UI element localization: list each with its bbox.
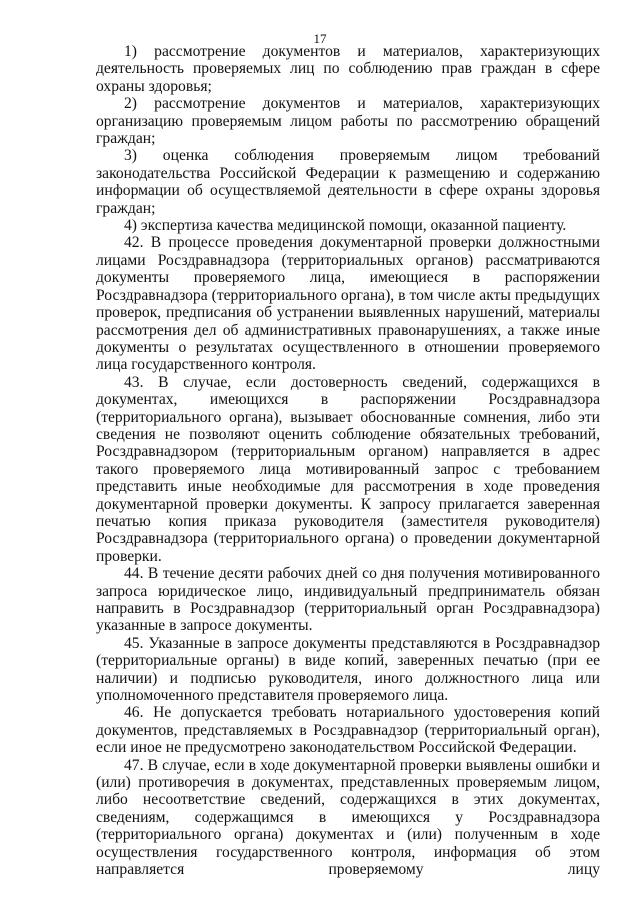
- paragraph-46: 46. Не допускается требовать нотариального удостоверения копий документов, представляемых в Росздравнадзор (территориальный орган), если иное не предусмотрено законодательством Российской Федерации.: [96, 704, 600, 757]
- paragraph-47: 47. В случае, если в ходе документарной проверки выявлены ошибки и (или) противоречия в документах, представленных проверяемым лицом, либо несоответствие сведений, содержащихся в этих документах, сведениям, содержащимся в имеющихся у Росздравнадзора (территориального органа) документах и (или) полученным в ходе осуществления государственного контроля, информация об этом направляется проверяемому лицу: [96, 756, 600, 879]
- paragraph-43: 43. В случае, если достоверность сведений, содержащихся в документах, имеющихся в распоряжении Росздравнадзора (территориального органа), вызывает обоснованные сомнения, либо эти сведения не позволяют оценить соблюдение обязательных требований, Росздравнадзором (территориальным органом) направляется в адрес такого проверяемого лица мотивированный запрос с требованием представить иные необходимые для рассмотрения в ходе проведения документарной проверки документы. К запросу прилагается заверенная печатью копия приказа руководителя (заместителя руководителя) Росздравнадзора (территориального органа) о проведении документарной проверки.: [96, 373, 600, 565]
- paragraph-item-3: 3) оценка соблюдения проверяемым лицом требований законодательства Российской Федерации к размещению и содержанию информации об осуществляемой деятельности в сфере охраны здоровья граждан;: [96, 147, 600, 217]
- page-number: 17: [313, 31, 327, 46]
- paragraph-44: 44. В течение десяти рабочих дней со дня получения мотивированного запроса юридическое лицо, индивидуальный предприниматель обязан направить в Росздравнадзор (территориальный орган Росздравнадзора) указанные в запросе документы.: [96, 565, 600, 635]
- paragraph-item-1: 1) рассмотрение документов и материалов, характеризующих деятельность проверяемых лиц по соблюдению прав граждан в сфере охраны здоровья;: [96, 43, 600, 95]
- paragraph-45: 45. Указанные в запросе документы представляются в Росздравнадзор (территориальные органы) в виде копий, заверенных печатью (при ее наличии) и подписью руководителя, иного должностного лица или уполномоченного представителя проверяемого лица.: [96, 634, 600, 705]
- paragraph-item-2: 2) рассмотрение документов и материалов, характеризующих организацию проверяемым лицом работы по рассмотрению обращений граждан;: [96, 95, 600, 148]
- paragraph-item-4: 4) экспертиза качества медицинской помощи, оказанной пациенту.: [124, 217, 567, 235]
- paragraph-42: 42. В процессе проведения документарной проверки должностными лицами Росздравнадзора (территориальных органов) рассматриваются документы проверяемого лица, имеющиеся в распоряжении Росздравнадзора (территориального органа), в том числе акты предыдущих проверок, предписания об устранении выявленных нарушений, материалы рассмотрения дел об административных правонарушениях, а также иные документы о результатах осуществленного в отношении проверяемого лица государственного контроля.: [96, 234, 600, 374]
- document-body: [96, 43, 600, 879]
